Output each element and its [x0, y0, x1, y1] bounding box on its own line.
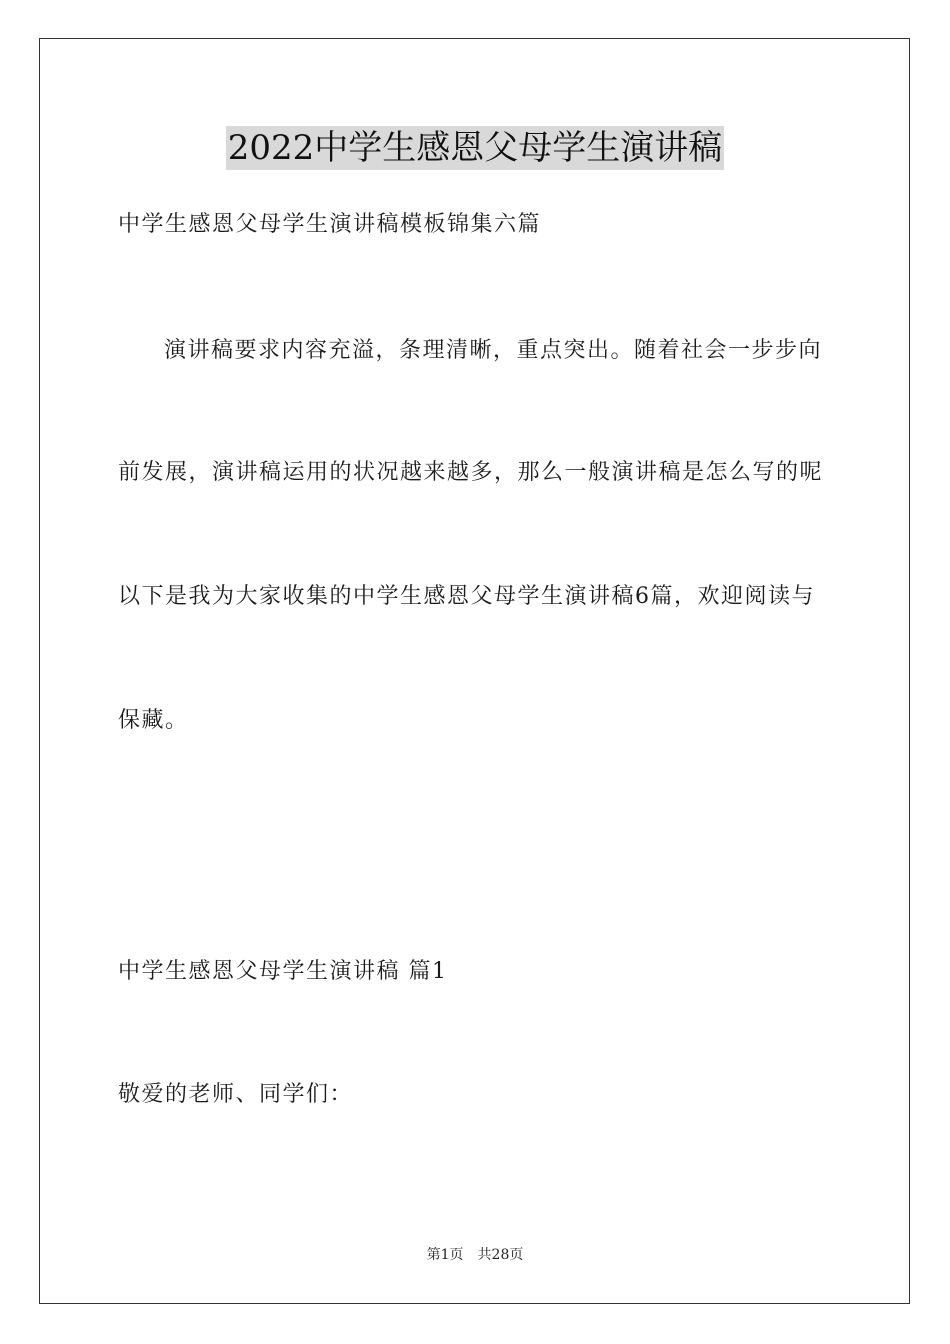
intro-line-2: 前发展，演讲稿运用的状况越来越多，那么一般演讲稿是怎么写的呢	[118, 460, 824, 485]
document-subtitle: 中学生感恩父母学生演讲稿模板锦集六篇	[118, 212, 542, 237]
intro-line-3: 以下是我为大家收集的中学生感恩父母学生演讲稿6篇，欢迎阅读与	[118, 584, 815, 609]
greeting-line: 敬爱的老师、同学们：	[118, 1082, 354, 1107]
intro-line-1: 演讲稿要求内容充溢，条理清晰，重点突出。随着社会一步步向	[164, 338, 823, 363]
page-total: 共28页	[477, 1247, 524, 1263]
section-heading: 中学生感恩父母学生演讲稿 篇1	[118, 959, 448, 984]
document-title: 2022中学生感恩父母学生演讲稿	[227, 128, 723, 168]
page-footer	[0, 1246, 950, 1264]
page-number: 第1页	[426, 1247, 464, 1263]
title-container	[0, 126, 950, 170]
intro-line-4: 保藏。	[118, 708, 189, 733]
